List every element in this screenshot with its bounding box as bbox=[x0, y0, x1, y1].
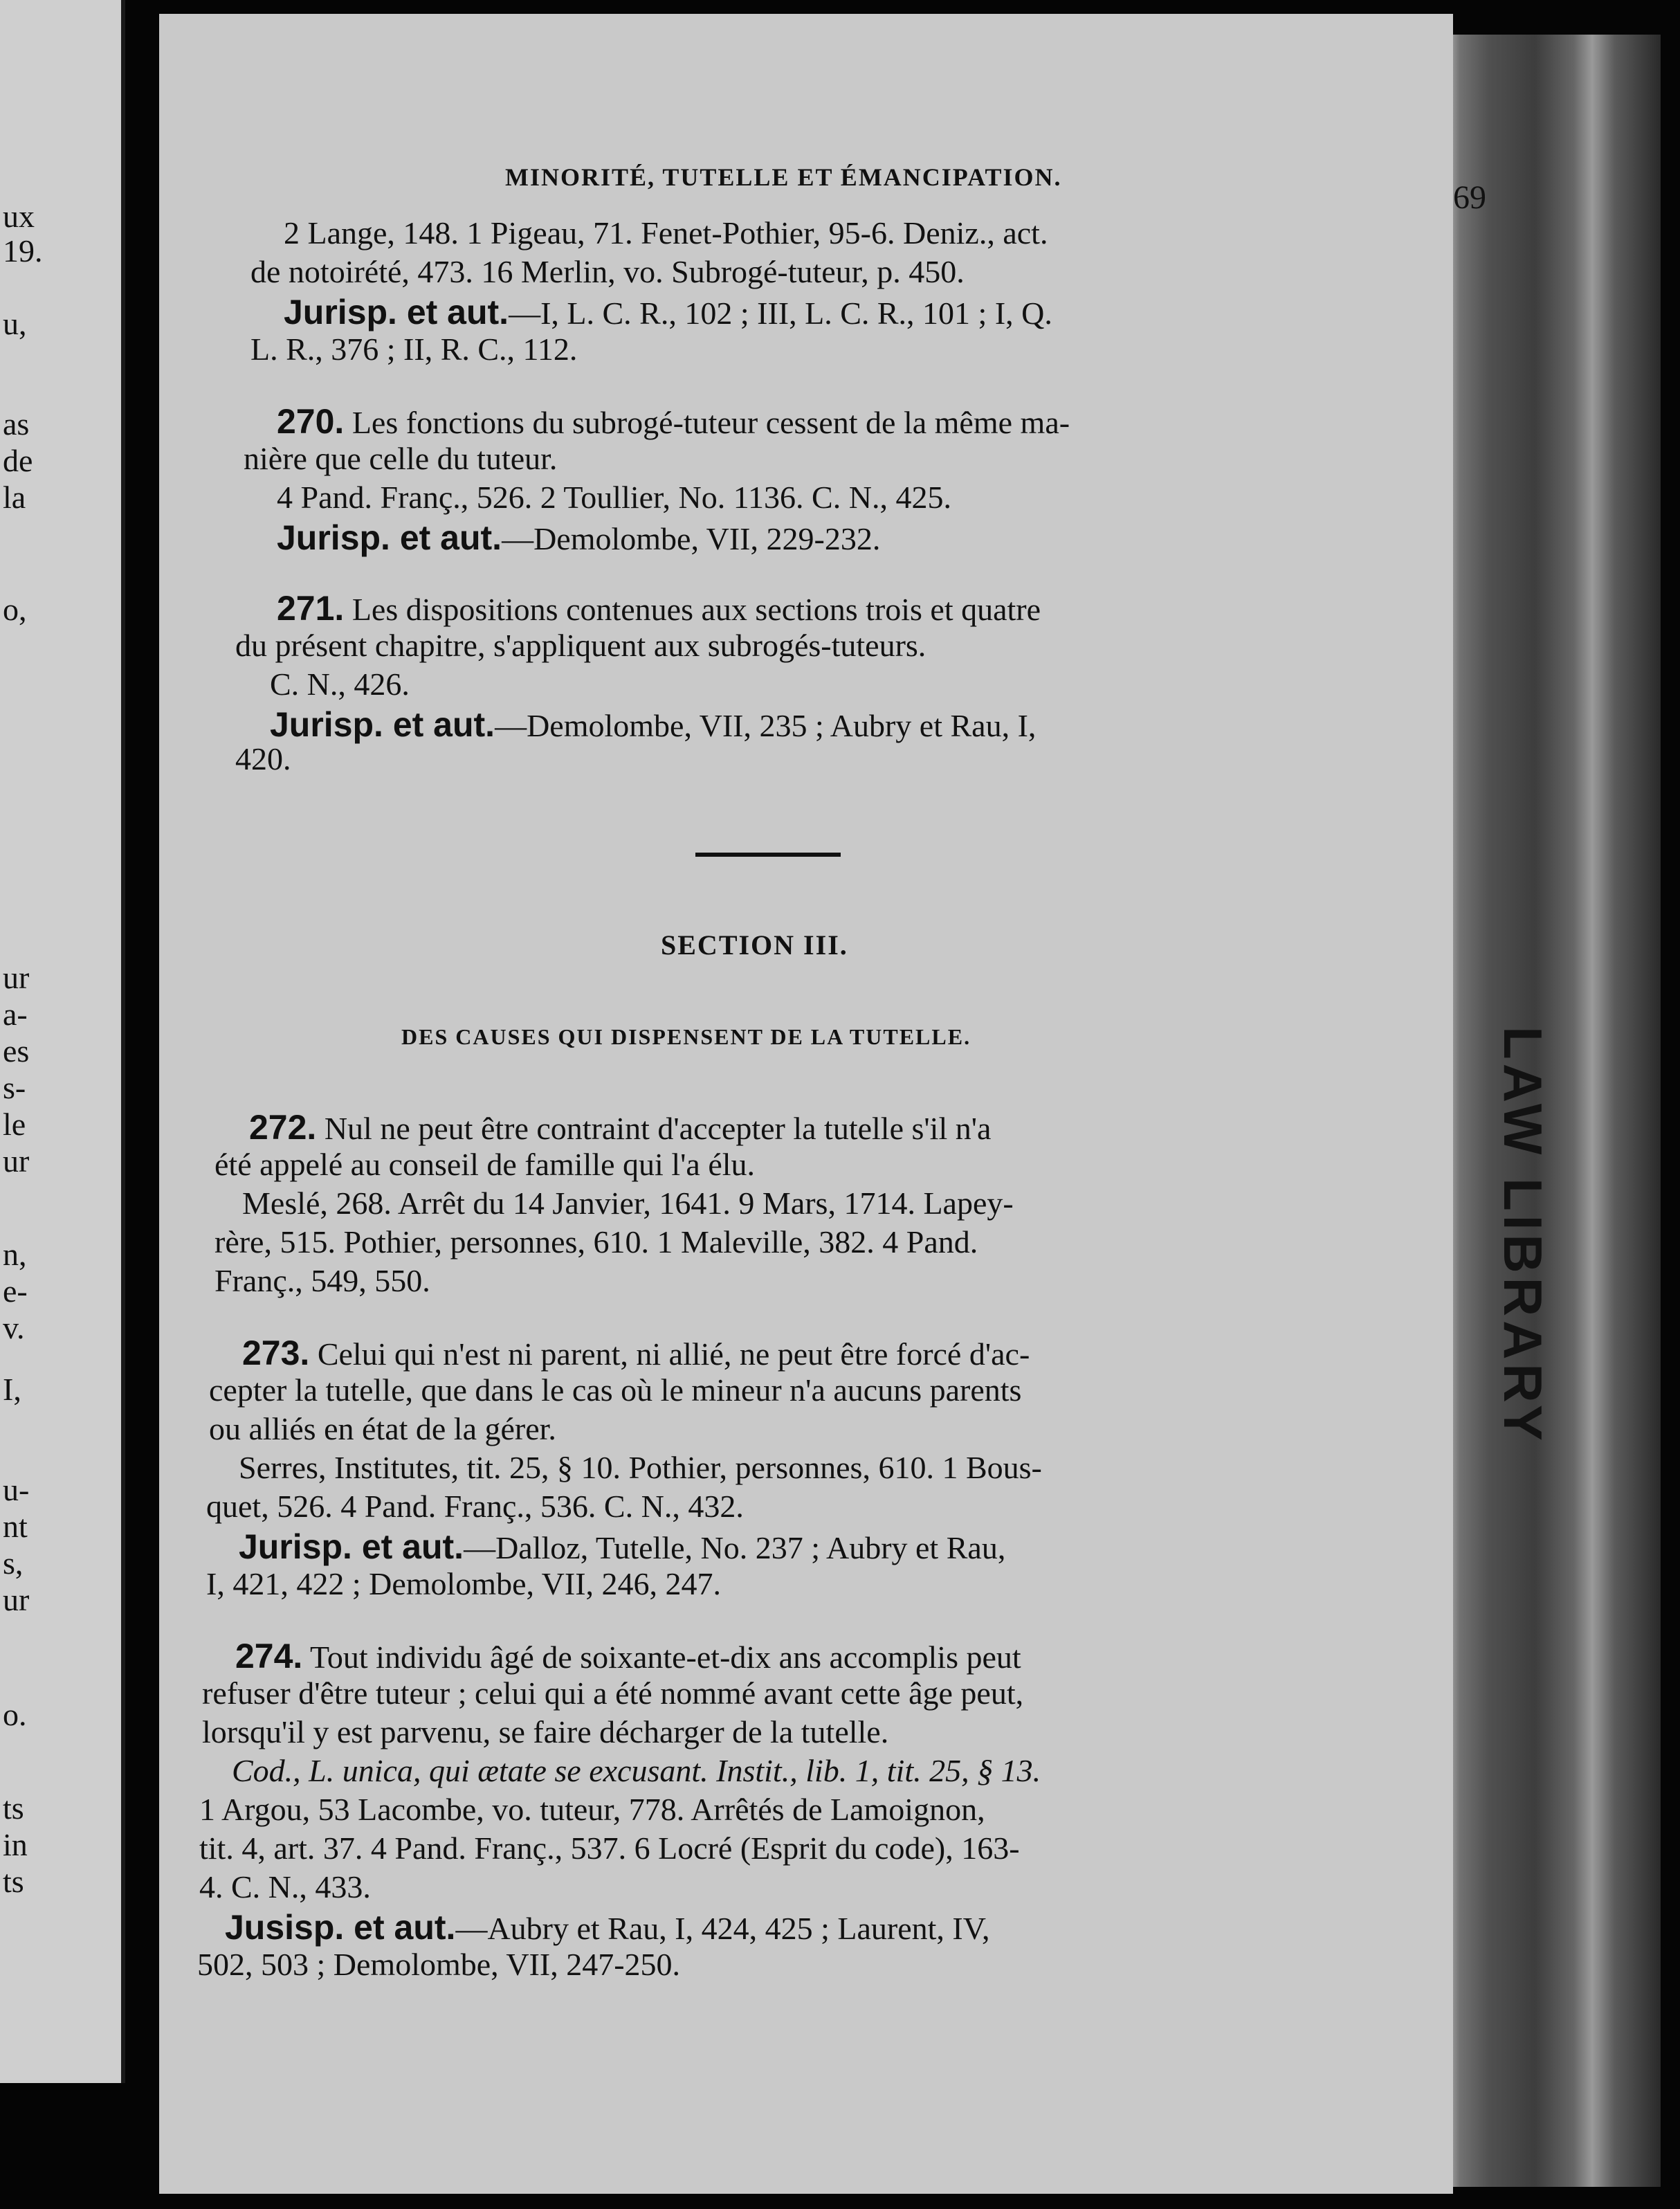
jurisprudence-line: Jurisp. et aut.—Demolombe, VII, 235 ; Aubry et Rau, I, bbox=[270, 705, 1037, 744]
article-text: cepter la tutelle, que dans le cas où le mineur n'a aucuns parents bbox=[209, 1372, 1022, 1408]
margin-fragment: u- bbox=[3, 1472, 30, 1507]
article-number: 271. bbox=[277, 589, 345, 628]
jurisprudence-label: Jusisp. et aut. bbox=[225, 1908, 456, 1947]
margin-fragment: I, bbox=[3, 1372, 21, 1407]
margin-fragment: es bbox=[3, 1033, 30, 1069]
reference-line: 1 Argou, 53 Lacombe, vo. tuteur, 778. Arrêtés de Lamoignon, bbox=[199, 1792, 985, 1827]
reference-line: quet, 526. 4 Pand. Franç., 536. C. N., 432. bbox=[206, 1489, 744, 1524]
margin-fragment: ur bbox=[3, 1143, 30, 1179]
jurisprudence-cont: L. R., 376 ; II, R. C., 112. bbox=[250, 331, 578, 367]
margin-fragment: u, bbox=[3, 306, 27, 341]
reference-line: Cod., L. unica, qui ætate se excusant. Instit., lib. 1, tit. 25, § 13. bbox=[232, 1753, 1041, 1788]
jurisprudence-line: Jusisp. et aut.—Aubry et Rau, I, 424, 425 ; Laurent, IV, bbox=[225, 1908, 990, 1947]
jurisprudence-line: Jurisp. et aut.—I, L. C. R., 102 ; III, L. C. R., 101 ; I, Q. bbox=[284, 293, 1052, 331]
article-number: 273. bbox=[242, 1334, 310, 1372]
reference-line: C. N., 426. bbox=[270, 666, 410, 702]
margin-fragment: la bbox=[3, 480, 26, 515]
reference-line: rère, 515. Pothier, personnes, 610. 1 Maleville, 382. 4 Pand. bbox=[214, 1224, 978, 1260]
margin-fragment: ts bbox=[3, 1790, 24, 1826]
jurisprudence-line: Jurisp. et aut.—Dalloz, Tutelle, No. 237 ; Aubry et Rau, bbox=[239, 1527, 1006, 1566]
article-text: du présent chapitre, s'appliquent aux subrogés-tuteurs. bbox=[235, 628, 926, 663]
article-270: 270. Les fonctions du subrogé-tuteur cessent de la même ma- bbox=[277, 402, 1070, 441]
jurisprudence-cont: I, 421, 422 ; Demolombe, VII, 246, 247. bbox=[206, 1566, 722, 1601]
article-number: 274. bbox=[235, 1637, 303, 1675]
facing-page-edge bbox=[0, 0, 125, 2083]
reference-line: Franç., 549, 550. bbox=[214, 1263, 430, 1298]
book-page bbox=[159, 14, 1486, 2194]
article-274: 274. Tout individu âgé de soixante-et-dix ans accomplis peut bbox=[235, 1637, 1021, 1675]
margin-fragment: nt bbox=[3, 1509, 28, 1544]
article-272: 272. Nul ne peut être contraint d'accepter la tutelle s'il n'a bbox=[249, 1108, 992, 1147]
section-title: SECTION III. bbox=[661, 929, 848, 961]
article-number: 270. bbox=[277, 402, 345, 441]
article-text: nière que celle du tuteur. bbox=[244, 441, 558, 476]
jurisprudence-cont: 502, 503 ; Demolombe, VII, 247-250. bbox=[197, 1947, 681, 1982]
section-divider bbox=[695, 853, 841, 857]
article-273: 273. Celui qui n'est ni parent, ni allié, ne peut être forcé d'ac- bbox=[242, 1334, 1030, 1372]
margin-fragment: s, bbox=[3, 1545, 24, 1581]
margin-fragment: ts bbox=[3, 1864, 24, 1899]
section-subtitle: DES CAUSES QUI DISPENSENT DE LA TUTELLE. bbox=[401, 1024, 971, 1049]
article-number: 272. bbox=[249, 1108, 317, 1147]
margin-fragment: ur bbox=[3, 960, 30, 995]
library-stamp: LAW LIBRARY bbox=[1492, 1026, 1553, 1445]
margin-fragment: 19. bbox=[3, 233, 43, 269]
margin-fragment: in bbox=[3, 1827, 28, 1862]
reference-line: de notoirété, 473. 16 Merlin, vo. Subrogé-tuteur, p. 450. bbox=[250, 254, 965, 289]
margin-fragment: v. bbox=[3, 1310, 25, 1345]
reference-line: 2 Lange, 148. 1 Pigeau, 71. Fenet-Pothier, 95-6. Deniz., act. bbox=[284, 215, 1048, 251]
margin-fragment: ux bbox=[3, 199, 35, 234]
margin-fragment: o. bbox=[3, 1697, 27, 1732]
article-text: été appelé au conseil de famille qui l'a élu. bbox=[214, 1147, 756, 1182]
margin-fragment: le bbox=[3, 1107, 26, 1142]
article-text: lorsqu'il y est parvenu, se faire décharger de la tutelle. bbox=[202, 1714, 889, 1749]
reference-line: tit. 4, art. 37. 4 Pand. Franç., 537. 6 Locré (Esprit du code), 163- bbox=[199, 1830, 1020, 1866]
running-title: MINORITÉ, TUTELLE ET ÉMANCIPATION. bbox=[505, 163, 1062, 191]
reference-line: Serres, Institutes, tit. 25, § 10. Pothier, personnes, 610. 1 Bous- bbox=[239, 1450, 1042, 1485]
article-text: refuser d'être tuteur ; celui qui a été nommé avant cette âge peut, bbox=[202, 1675, 1024, 1711]
reference-line: 4. C. N., 433. bbox=[199, 1869, 371, 1905]
margin-fragment: n, bbox=[3, 1237, 27, 1272]
margin-fragment: e- bbox=[3, 1273, 28, 1309]
margin-fragment: a- bbox=[3, 997, 28, 1032]
margin-fragment: de bbox=[3, 443, 33, 478]
page-number: 69 bbox=[1453, 179, 1486, 216]
article-271: 271. Les dispositions contenues aux sections trois et quatre bbox=[277, 589, 1041, 628]
reference-line: Meslé, 268. Arrêt du 14 Janvier, 1641. 9 Mars, 1714. Lapey- bbox=[242, 1185, 1014, 1221]
margin-fragment: ur bbox=[3, 1582, 30, 1617]
jurisprudence-label: Jurisp. et aut. bbox=[284, 293, 509, 331]
article-text: ou alliés en état de la gérer. bbox=[209, 1411, 556, 1446]
margin-fragment: as bbox=[3, 406, 30, 442]
margin-fragment: o, bbox=[3, 592, 27, 627]
margin-fragment: s- bbox=[3, 1070, 26, 1105]
jurisprudence-label: Jurisp. et aut. bbox=[239, 1527, 464, 1566]
jurisprudence-line: Jurisp. et aut.—Demolombe, VII, 229-232. bbox=[277, 518, 881, 557]
reference-line: 4 Pand. Franç., 526. 2 Toullier, No. 1136. C. N., 425. bbox=[277, 480, 951, 515]
jurisprudence-label: Jurisp. et aut. bbox=[277, 518, 502, 557]
jurisprudence-label: Jurisp. et aut. bbox=[270, 705, 495, 744]
jurisprudence-cont: 420. bbox=[235, 741, 291, 776]
